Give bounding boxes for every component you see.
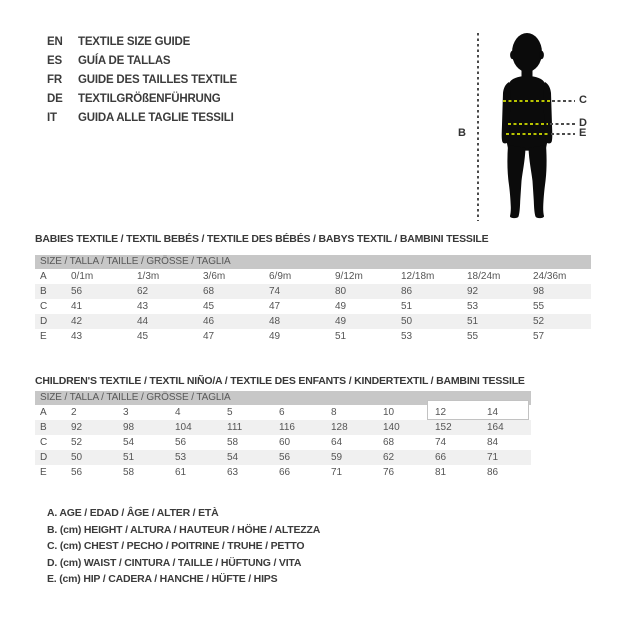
row-label: A (40, 407, 47, 418)
size-value-cell: 51 (123, 452, 135, 463)
row-label: E (40, 467, 47, 478)
chest-guide-line (552, 100, 575, 102)
size-value-cell: 62 (137, 286, 149, 297)
size-value-cell: 68 (383, 437, 395, 448)
table-row-C (35, 435, 531, 450)
size-value-cell: 50 (71, 452, 83, 463)
size-value-cell: 59 (331, 452, 343, 463)
size-value-cell: 66 (435, 452, 447, 463)
hip-label: E (579, 127, 587, 139)
guide-title: TEXTILGRÖßENFÜHRUNG (78, 93, 221, 105)
waist-label: D (579, 117, 587, 129)
size-value-cell: 44 (137, 316, 149, 327)
height-measure-line (477, 33, 479, 221)
size-value-cell: 49 (335, 316, 347, 327)
size-value-cell: 24/36m (533, 271, 567, 282)
children-section-title: CHILDREN'S TEXTILE / TEXTIL NIÑO/A / TEXTILE DES ENFANTS / KINDERTEXTIL / BAMBINI TESSILE (35, 375, 525, 387)
size-value-cell: 12/18m (401, 271, 435, 282)
row-label: D (40, 316, 48, 327)
size-value-cell: 10 (383, 407, 395, 418)
size-value-cell: 58 (227, 437, 239, 448)
size-value-cell: 47 (203, 331, 215, 342)
list-item (47, 90, 237, 109)
waist-measure-line (508, 123, 548, 125)
size-value-cell: 8 (331, 407, 337, 418)
size-value-cell: 104 (175, 422, 192, 433)
size-value-cell: 63 (227, 467, 239, 478)
size-value-cell: 53 (467, 301, 479, 312)
size-value-cell: 41 (71, 301, 83, 312)
size-value-cell: 56 (279, 452, 291, 463)
row-label: D (40, 452, 48, 463)
size-value-cell: 9/12m (335, 271, 363, 282)
size-value-cell: 42 (71, 316, 83, 327)
size-value-cell: 4 (175, 407, 181, 418)
size-value-cell: 53 (175, 452, 187, 463)
size-value-cell: 56 (175, 437, 187, 448)
language-code: EN (47, 36, 63, 48)
size-value-cell: 53 (401, 331, 413, 342)
list-item (47, 52, 237, 71)
size-value-cell: 52 (533, 316, 545, 327)
legend-chest: C. (cm) CHEST / PECHO / POITRINE / TRUHE / PETTO (47, 540, 305, 553)
size-value-cell: 128 (331, 422, 348, 433)
language-code: FR (47, 74, 62, 86)
size-value-cell: 18/24m (467, 271, 501, 282)
chest-label: C (579, 94, 587, 106)
legend-height: B. (cm) HEIGHT / ALTURA / HAUTEUR / HÖHE / ALTEZZA (47, 523, 321, 536)
table-row-D (35, 450, 531, 465)
size-value-cell: 3/6m (203, 271, 226, 282)
table-rows (35, 405, 531, 480)
table-row-A (35, 405, 531, 420)
size-value-cell: 111 (227, 422, 243, 433)
table-row-E (35, 329, 591, 344)
size-value-cell: 84 (487, 437, 499, 448)
list-item (47, 109, 237, 128)
size-value-cell: 43 (71, 331, 83, 342)
table-rows (35, 269, 591, 344)
size-value-cell: 54 (227, 452, 239, 463)
size-value-cell: 55 (467, 331, 479, 342)
size-value-cell: 51 (401, 301, 413, 312)
size-value-cell: 62 (383, 452, 395, 463)
row-label: C (40, 301, 48, 312)
size-value-cell: 14 (487, 407, 499, 418)
size-value-cell: 74 (435, 437, 447, 448)
size-value-cell: 56 (71, 467, 83, 478)
row-label: C (40, 437, 48, 448)
size-value-cell: 140 (383, 422, 400, 433)
size-value-cell: 61 (175, 467, 187, 478)
legend-hip: E. (cm) HIP / CADERA / HANCHE / HÜFTE / HIPS (47, 573, 278, 586)
table-row-E (35, 465, 531, 480)
row-label: B (40, 422, 47, 433)
size-value-cell: 52 (71, 437, 83, 448)
row-label: B (40, 286, 47, 297)
size-value-cell: 81 (435, 467, 447, 478)
size-value-cell: 51 (467, 316, 479, 327)
size-value-cell: 6 (279, 407, 285, 418)
size-value-cell: 86 (487, 467, 499, 478)
size-value-cell: 56 (71, 286, 83, 297)
size-value-cell: 47 (269, 301, 281, 312)
size-value-cell: 92 (467, 286, 479, 297)
size-value-cell: 71 (487, 452, 499, 463)
size-value-cell: 57 (533, 331, 545, 342)
height-label: B (458, 127, 466, 139)
waist-guide-line (550, 123, 575, 125)
language-code: ES (47, 55, 62, 67)
language-title-list (47, 33, 237, 128)
size-value-cell: 60 (279, 437, 291, 448)
size-value-cell: 48 (269, 316, 281, 327)
babies-section-title: BABIES TEXTILE / TEXTIL BEBÉS / TEXTILE DES BÉBÉS / BABYS TEXTIL / BAMBINI TESSILE (35, 233, 489, 245)
size-value-cell: 1/3m (137, 271, 160, 282)
table-row-A (35, 269, 591, 284)
size-value-cell: 12 (435, 407, 447, 418)
child-silhouette-icon (473, 31, 583, 221)
size-value-cell: 45 (137, 331, 149, 342)
size-value-cell: 98 (123, 422, 135, 433)
size-value-cell: 3 (123, 407, 129, 418)
hip-measure-line (506, 133, 550, 135)
size-value-cell: 80 (335, 286, 347, 297)
language-code: DE (47, 93, 63, 105)
size-value-cell: 92 (71, 422, 83, 433)
size-value-cell: 5 (227, 407, 233, 418)
size-value-cell: 55 (533, 301, 545, 312)
size-table-header: SIZE / TALLA / TAILLE / GRÖSSE / TAGLIA (35, 391, 531, 405)
size-value-cell: 86 (401, 286, 413, 297)
guide-title: TEXTILE SIZE GUIDE (78, 36, 191, 48)
size-value-cell: 6/9m (269, 271, 292, 282)
chest-measure-line (503, 100, 550, 102)
size-value-cell: 49 (335, 301, 347, 312)
size-value-cell: 2 (71, 407, 77, 418)
legend-waist: D. (cm) WAIST / CINTURA / TAILLE / HÜFTUNG / VITA (47, 556, 302, 569)
table-row-D (35, 314, 591, 329)
language-code: IT (47, 112, 57, 124)
size-value-cell: 45 (203, 301, 215, 312)
babies-size-table (35, 255, 591, 344)
guide-title: GUÍA DE TALLAS (78, 55, 171, 67)
table-row-B (35, 284, 591, 299)
row-label: A (40, 271, 47, 282)
size-value-cell: 74 (269, 286, 281, 297)
size-value-cell: 76 (383, 467, 395, 478)
hip-guide-line (551, 133, 575, 135)
size-value-cell: 116 (279, 422, 295, 433)
size-value-cell: 0/1m (71, 271, 94, 282)
list-item (47, 71, 237, 90)
table-row-C (35, 299, 591, 314)
guide-title: GUIDE DES TAILLES TEXTILE (78, 74, 237, 86)
size-value-cell: 49 (269, 331, 281, 342)
row-label: E (40, 331, 47, 342)
size-value-cell: 46 (203, 316, 215, 327)
list-item (47, 33, 237, 52)
size-value-cell: 71 (331, 467, 343, 478)
size-value-cell: 152 (435, 422, 452, 433)
measurement-legend (47, 505, 320, 588)
table-row-B (35, 420, 531, 435)
size-value-cell: 50 (401, 316, 413, 327)
size-value-cell: 58 (123, 467, 135, 478)
size-value-cell: 98 (533, 286, 545, 297)
size-value-cell: 51 (335, 331, 347, 342)
children-size-table (35, 391, 531, 480)
guide-title: GUIDA ALLE TAGLIE TESSILI (78, 112, 234, 124)
size-value-cell: 54 (123, 437, 135, 448)
size-value-cell: 43 (137, 301, 149, 312)
size-value-cell: 164 (487, 422, 504, 433)
size-value-cell: 64 (331, 437, 343, 448)
legend-age: A. AGE / EDAD / ÂGE / ALTER / ETÀ (47, 507, 219, 519)
size-value-cell: 68 (203, 286, 215, 297)
size-value-cell: 66 (279, 467, 291, 478)
size-table-header: SIZE / TALLA / TAILLE / GRÖSSE / TAGLIA (35, 255, 591, 269)
